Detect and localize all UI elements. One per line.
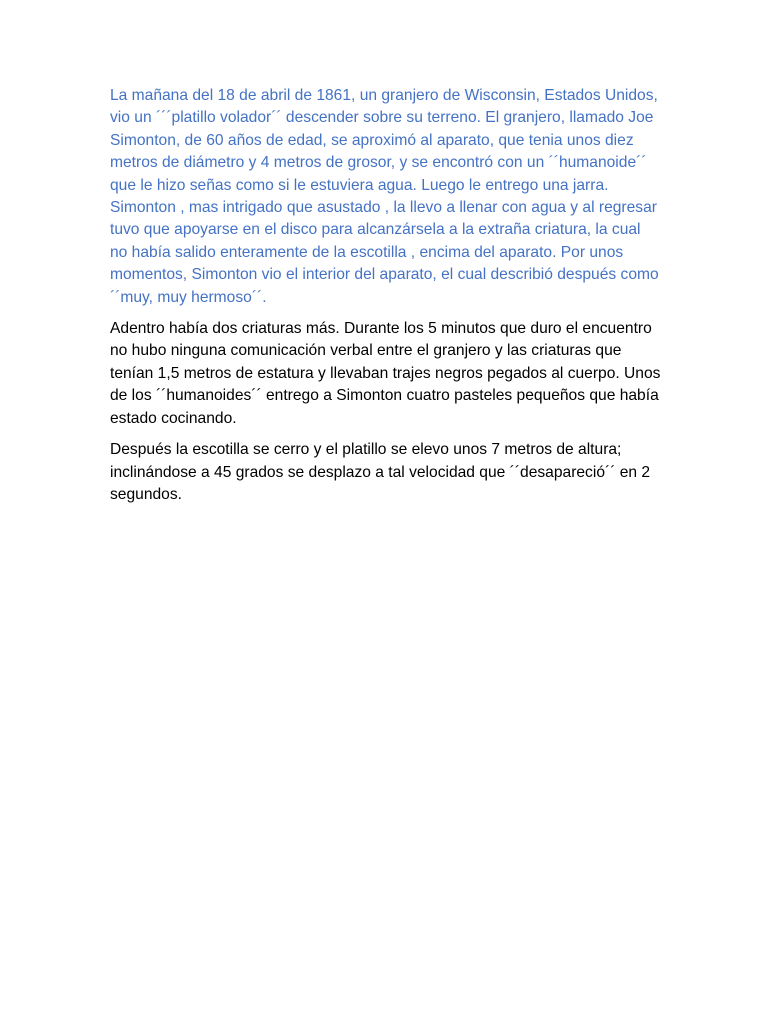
paragraph-departure: Después la escotilla se cerro y el platillo se elevo unos 7 metros de altura; inclinándose a 45 grados se desplazo a tal velocidad que ´´desapareció´´ en 2 segundos. xyxy=(110,441,651,503)
paragraph-creatures: Adentro había dos criaturas más. Durante los 5 minutos que duro el encuentro no hubo ninguna comunicación verbal entre el granjero y las criaturas que tenían 1,5 metros de estatura y llevaban trajes negros pegados al cuerpo. Unos de los ´´humanoides´´ entrego a Simonton cuatro pasteles pequeños que había estado cocinando. xyxy=(110,320,661,427)
document-body xyxy=(110,85,662,515)
paragraph-encounter: La mañana del 18 de abril de 1861, un granjero de Wisconsin, Estados Unidos, vio un ´´´platillo volador´´ descender sobre su terreno. El granjero, llamado Joe Simonton, de 60 años de edad, se aproximó al aparato, que tenia unos diez metros de diámetro y 4 metros de grosor, y se encontró con un ´´humanoide´´ que le hizo señas como si le estuviera agua. Luego le entrego una jarra. Simonton , mas intrigado que asustado , la llevo a llenar con agua y al regresar tuvo que apoyarse en el disco para alcanzársela a la extraña criatura, la cual no había salido enteramente de la escotilla , encima del aparato. Por unos momentos, Simonton vio el interior del aparato, el cual describió después como ´´muy, muy hermoso´´. xyxy=(110,87,659,306)
